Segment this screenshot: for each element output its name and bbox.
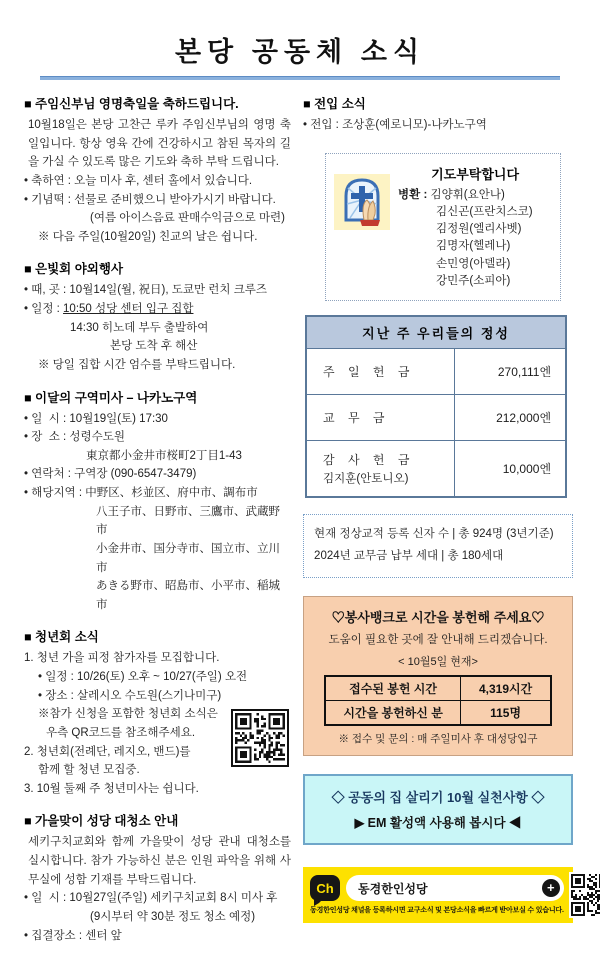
offering-value: 10,000엔 (454, 441, 566, 498)
section-heading: ■ 이달의 구역미사 – 나카노구역 (24, 390, 198, 405)
prayer-name: 손민영(아델라) (436, 257, 511, 270)
schedule-underlined-text: 10:50 성당 센터 입구 집합 (63, 303, 194, 315)
numbered-line: 3. 10월 둘째 주 청년미사는 쉽니다. (24, 782, 199, 795)
volunteer-row-value: 4,319시간 (461, 676, 551, 701)
bullet-line: • 장 소 : 성령수도원 (24, 431, 125, 444)
section-autumn-cleaning (24, 811, 295, 945)
prayer-name: 김양휘(요안나) (430, 188, 505, 201)
kakao-channel-icon (310, 875, 340, 901)
bullet-line: • 일 시 : 10월27일(주일) 세키구치교회 8시 미사 후 (24, 892, 278, 905)
stat-line: 2024년 교무금 납부 세대 | 총 180세대 (314, 549, 504, 562)
offering-table-title: 지난 주 우리들의 정성 (306, 316, 566, 349)
common-house-box (303, 774, 573, 845)
section-silver-club-outing (24, 259, 291, 374)
section-transfer-news (303, 94, 576, 135)
note-line: ※ 당일 집합 시간 엄수를 부탁드립니다. (38, 358, 236, 371)
offering-label: 감 사 헌 금 (323, 453, 415, 468)
section-heading: ■ 청년회 소식 (24, 630, 99, 645)
bullet-line: • 해당지역 : 中野区、杉並区、府中市、調布市 (24, 487, 258, 499)
youth-news-qr-code (231, 709, 289, 767)
section-heading: ■ 주임신부님 영명축일을 축하드립니다. (24, 97, 239, 111)
prayer-request-box (325, 153, 561, 302)
prayer-request-content (398, 164, 552, 291)
offering-value: 212,000엔 (454, 395, 566, 441)
section-heading: ■ 가을맞이 성당 대청소 안내 (24, 814, 179, 829)
bullet-line: • 장소 : 살레시오 수도원(스기나미구) (38, 689, 222, 702)
address-line: 東京都小金井市桜町2丁目1-43 (86, 449, 242, 462)
right-column (303, 94, 576, 958)
offering-label: 교 무 금 (306, 395, 454, 441)
kakao-banner-top-row (310, 875, 564, 901)
bullet-line: • 일 시 : 10월19일(토) 17:30 (24, 412, 168, 425)
prayer-name: 김신곤(프란치스코) (436, 205, 533, 218)
offering-value: 270,111엔 (454, 349, 566, 395)
bullet-subline: (여름 아이스음료 판매수익금으로 마련) (90, 212, 285, 225)
table-row (325, 700, 551, 725)
kakao-channel-name: 동경한인성당 (358, 881, 428, 896)
section-youth-news (24, 627, 291, 798)
bullet-line: • 집결장소 : 센터 앞 (24, 929, 122, 942)
prayer-box-title: 기도부탁합니다 (431, 166, 519, 182)
note-line: ※참가 신청을 포함한 청년회 소식은 (38, 708, 218, 721)
bullet-line: • 때, 곳 : 10월14일(월, 祝日), 도쿄만 런치 크루즈 (24, 284, 268, 297)
volunteer-hours-table (324, 675, 552, 726)
volunteer-subtitle: 도움이 필요한 곳에 잘 안내해 드리겠습니다. (328, 633, 548, 646)
schedule-label: • 일정 : (24, 303, 64, 315)
common-house-action: ▶ EM 활성액 사용해 봅시다 ◀ (354, 815, 522, 830)
bullet-line: • 연락처 : 구역장 (090-6547-3479) (24, 468, 197, 481)
section-heading: ■ 은빛회 야외행사 (24, 262, 124, 277)
page-title: 본당 공동체 소식 (174, 37, 426, 67)
note-line: ※ 다음 주일(10월20일) 친교의 날은 쉽니다. (38, 230, 258, 243)
sick-label: 병환 : (398, 188, 431, 201)
table-row (306, 395, 566, 441)
bullet-subline: (9시부터 약 30분 정도 청소 예정) (90, 910, 256, 923)
kakao-channel-qr-code (569, 872, 600, 918)
table-row (306, 349, 566, 395)
volunteer-row-label: 시간을 봉헌하신 분 (325, 700, 461, 725)
section-pastor-feast-day (24, 94, 291, 246)
prayer-name: 김정원(엘리사벳) (436, 223, 522, 236)
prayer-name-row (398, 187, 552, 204)
title-divider (40, 76, 560, 80)
section-heading: ■ 전입 소식 (303, 97, 366, 111)
add-channel-icon: + (542, 879, 560, 897)
volunteer-row-value: 115명 (461, 700, 551, 725)
stat-line: 현재 정상교적 등록 신자 수 | 총 924명 (3년기준) (314, 528, 554, 541)
bullet-line: • 일정 : 10/26(토) 오후 ~ 10/27(주일) 오전 (38, 671, 248, 683)
bullet-line: • 기념떡 : 선물로 준비했으니 받아가시기 바랍니다. (24, 193, 276, 206)
volunteer-box-title: ♡봉사뱅크로 시간을 봉헌해 주세요♡ (331, 609, 545, 625)
prayer-name: 강민주(소피아) (436, 274, 511, 287)
bullet-line: • 전입 : 조상훈(예로니모)-나카노구역 (303, 119, 487, 131)
table-row (325, 676, 551, 701)
common-house-title: ◇ 공동의 집 살리기 10월 실천사항 ◇ (331, 789, 545, 805)
praying-hands-stained-glass-icon (334, 174, 390, 230)
section-district-mass (24, 388, 291, 615)
bullet-line (24, 300, 291, 319)
numbered-line: 1. 청년 가을 피정 참가자를 모집합니다. (24, 652, 220, 665)
volunteer-note: ※ 접수 및 문의 : 매 주일미사 후 대성당입구 (338, 732, 538, 745)
area-line: 八王子市、日野市、三鷹市、武蔵野市 (96, 505, 280, 537)
paragraph: 10월18일은 본당 고찬근 루카 주임신부님의 영명 축일입니다. 항상 영육 간에 건강하시고 참된 목자의 길을 가실 수 있도록 많은 기도와 축하 부탁 드립니다. (28, 119, 292, 169)
kakao-banner-left (310, 875, 564, 915)
numbered-line: 2. 청년회(전례단, 레지오, 밴드)를 (24, 745, 191, 758)
offering-label: 주 일 헌 금 (306, 349, 454, 395)
area-line: あきる野市、昭島市、小平市、稲城市 (96, 580, 280, 611)
offering-donor: 김지훈(안토니오) (323, 473, 409, 486)
volunteer-bank-box (303, 596, 573, 756)
schedule-line: 14:30 히노데 부두 출발하여 (70, 321, 209, 334)
schedule-line: 본당 도착 후 해산 (110, 340, 198, 353)
bullet-line: • 축하연 : 오늘 미사 후, 센터 홀에서 있습니다. (24, 174, 253, 187)
paragraph: 세키구치교회와 함께 가을맞이 성당 관내 대청소를 실시합니다. 참가 가능하신 분은 인원 파악을 위해 사무실에 성함 기재를 부탁드립니다. (28, 836, 295, 886)
kakao-channel-banner (303, 867, 573, 923)
kakao-channel-icon-label: Ch (316, 880, 334, 896)
volunteer-as-of-date: < 10월5일 현재> (398, 655, 478, 668)
note-line: 우측 QR코드를 참조해주세요. (46, 726, 196, 739)
two-column-layout (0, 94, 600, 958)
area-line: 小金井市、国分寺市、国立市、立川市 (96, 542, 280, 574)
table-row (306, 441, 566, 498)
weekly-offering-table (305, 315, 567, 498)
left-column (24, 94, 295, 958)
numbered-subline: 함께 할 청년 모집중. (38, 764, 140, 777)
volunteer-row-label: 접수된 봉헌 시간 (325, 676, 461, 701)
prayer-name: 김명자(헬레나) (436, 240, 511, 253)
kakao-channel-search-pill (346, 875, 564, 901)
kakao-banner-note: 동경한인성당 채널을 등록하시면 교구소식 및 본당소식을 빠르게 받아보실 수 있습니다. (310, 907, 564, 915)
registration-stats-box (303, 514, 573, 578)
